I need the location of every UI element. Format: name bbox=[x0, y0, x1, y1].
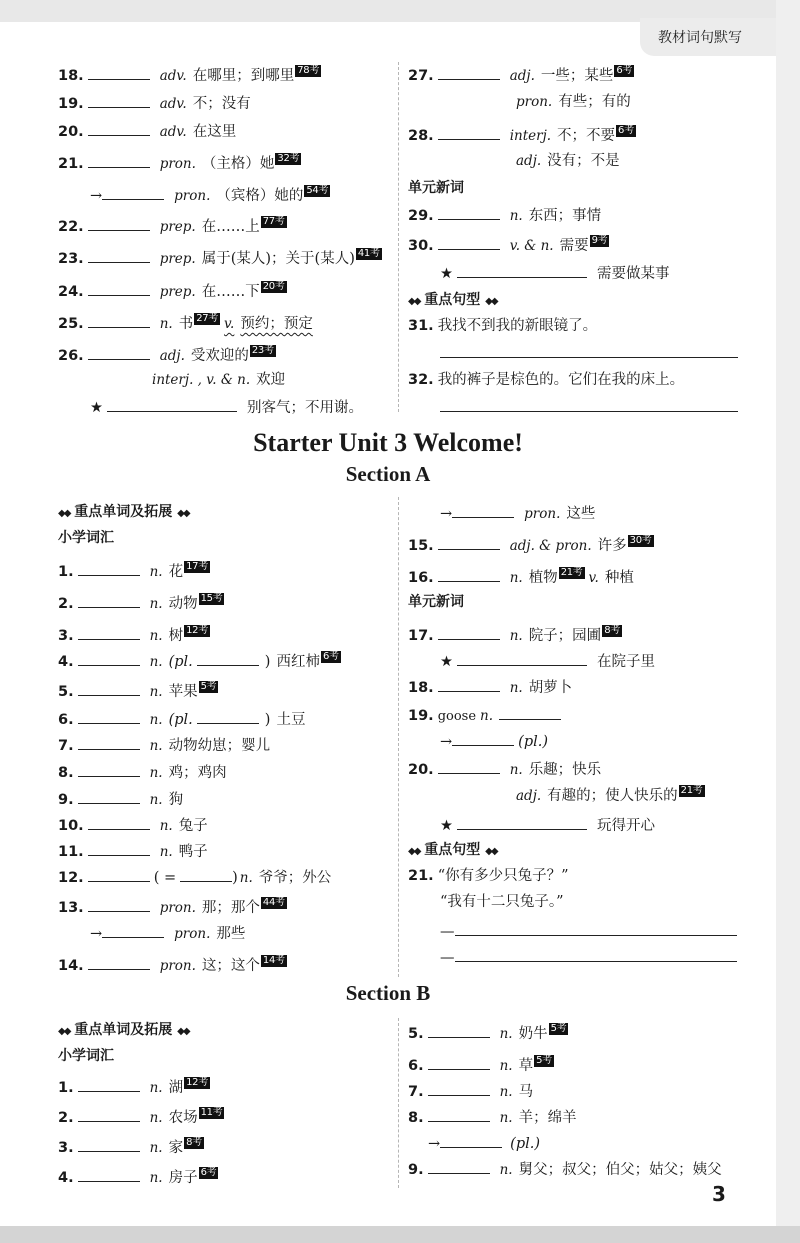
section-title: Section A bbox=[345, 462, 431, 486]
vocab-item: 18. n. 胡萝卜 bbox=[408, 676, 572, 698]
phrase-item: ★ 别客气；不用谢。 bbox=[90, 396, 363, 418]
phrase-item: ★ 需要做某事 bbox=[440, 262, 670, 284]
vocab-item: 25. n. 书 27考 v. 预约；预定 bbox=[58, 313, 313, 332]
scan-edge-right bbox=[776, 0, 800, 1226]
exam-count-badge: 44考 bbox=[262, 897, 285, 908]
exam-count-badge: 15考 bbox=[200, 593, 223, 604]
exam-count-badge: 27考 bbox=[196, 313, 219, 324]
answer-blank[interactable] bbox=[88, 247, 150, 263]
vocab-item: 19. adv. 不；没有 bbox=[58, 92, 251, 114]
answer-blank[interactable] bbox=[457, 650, 587, 666]
vocab-item: 24. prep. 在……下 20考 bbox=[58, 281, 285, 300]
answer-blank[interactable] bbox=[78, 680, 140, 696]
wavy-underlined-sense: v. 预约；预定 bbox=[224, 316, 313, 332]
subheading: 小学词汇 bbox=[58, 530, 114, 546]
answer-blank[interactable] bbox=[88, 866, 150, 882]
header-title: 教材词句默写 bbox=[658, 30, 742, 46]
section-heading: ◆◆ 重点句型 ◆◆ bbox=[408, 292, 497, 308]
synonym-blank[interactable] bbox=[180, 866, 232, 882]
answer-blank[interactable] bbox=[88, 312, 150, 328]
answer-blank[interactable] bbox=[88, 814, 150, 830]
answer-blank[interactable] bbox=[78, 788, 140, 804]
exam-count-badge: 21考 bbox=[680, 785, 703, 796]
page-number: 3 bbox=[712, 1182, 726, 1206]
sentence-answer-line[interactable] bbox=[440, 396, 738, 418]
answer-blank[interactable] bbox=[438, 566, 500, 582]
vocab-item: 16. n. 植物 21考 v. 种植 bbox=[408, 567, 634, 586]
exam-count-badge: 5考 bbox=[200, 681, 217, 692]
vocab-item: 8. n. 鸡；鸡肉 bbox=[58, 761, 227, 783]
answer-blank[interactable] bbox=[88, 954, 150, 970]
answer-blank[interactable] bbox=[428, 1158, 490, 1174]
answer-blank[interactable] bbox=[457, 814, 587, 830]
vocab-item: 22. prep. 在……上 77考 bbox=[58, 216, 285, 235]
vocab-sense-line: interj. , v. & n. 欢迎 bbox=[152, 372, 286, 388]
answer-blank[interactable] bbox=[78, 1076, 140, 1092]
exam-count-badge: 6考 bbox=[322, 651, 339, 662]
vocab-item: 2. n. 动物 15考 bbox=[58, 593, 223, 612]
answer-blank[interactable] bbox=[88, 120, 150, 136]
answer-blank[interactable] bbox=[438, 624, 500, 640]
answer-blank[interactable] bbox=[107, 396, 237, 412]
vocab-sense-line: pron. 有些；有的 bbox=[516, 94, 631, 110]
vocab-item: 1. n. 花 17考 bbox=[58, 561, 208, 580]
plural-blank[interactable] bbox=[440, 1132, 502, 1148]
vocab-item: 26. adj. 受欢迎的 23考 bbox=[58, 345, 274, 364]
section-heading: ◆◆ 重点单词及拓展 ◆◆ bbox=[58, 504, 189, 520]
vocab-item: 4. n. (pl. ) 西红柿 6考 bbox=[58, 651, 339, 670]
section-heading: ◆◆ 重点单词及拓展 ◆◆ bbox=[58, 1022, 189, 1038]
exam-count-badge: 17考 bbox=[186, 561, 208, 572]
answer-blank[interactable] bbox=[438, 204, 500, 220]
vocab-item: 6. n. 草 5考 bbox=[408, 1055, 552, 1074]
vocab-sense-line: adj. 没有；不是 bbox=[516, 153, 620, 169]
exam-count-badge: 20考 bbox=[262, 281, 285, 292]
answer-blank[interactable] bbox=[428, 1054, 490, 1070]
exam-count-badge: 5考 bbox=[550, 1023, 567, 1034]
column-divider bbox=[398, 497, 399, 977]
vocab-item: 15. adj. & pron. 许多 30考 bbox=[408, 535, 652, 554]
exam-count-badge: 54考 bbox=[306, 185, 329, 196]
exam-count-badge: 6考 bbox=[200, 1167, 217, 1178]
plural-blank[interactable] bbox=[197, 650, 259, 666]
answer-blank[interactable] bbox=[88, 344, 150, 360]
diamond-icon: ◆◆ bbox=[485, 846, 497, 857]
answer-blank[interactable] bbox=[78, 560, 140, 576]
vocab-item: 7. n. 动物幼崽；婴儿 bbox=[58, 734, 270, 756]
column-divider bbox=[398, 1018, 399, 1188]
sentence-item: 21. “你有多少只兔子？” bbox=[408, 868, 569, 884]
answer-blank[interactable] bbox=[78, 650, 140, 666]
vocab-item: 18. adv. 在哪里；到哪里 78考 bbox=[58, 65, 320, 84]
exam-count-badge: 41考 bbox=[357, 248, 380, 259]
answer-blank[interactable] bbox=[88, 64, 150, 80]
answer-blank[interactable] bbox=[438, 234, 500, 250]
exam-count-badge: 8考 bbox=[604, 625, 620, 636]
answer-blank[interactable] bbox=[88, 152, 150, 168]
answer-blank[interactable] bbox=[78, 761, 140, 777]
answer-blank[interactable] bbox=[78, 734, 140, 750]
answer-blank[interactable] bbox=[428, 1080, 490, 1096]
vocab-item: 8. n. 羊；绵羊 bbox=[408, 1106, 577, 1128]
vocab-item: 1. n. 湖 12考 bbox=[58, 1077, 208, 1096]
vocab-item: 5. n. 奶牛 5考 bbox=[408, 1023, 567, 1042]
subheading: 单元新词 bbox=[408, 180, 464, 196]
vocab-derived-item: → (pl.) bbox=[428, 1132, 540, 1154]
phrase-item: ★ 在院子里 bbox=[440, 650, 655, 672]
diamond-icon: ◆◆ bbox=[58, 508, 70, 519]
answer-blank[interactable] bbox=[452, 502, 514, 518]
diamond-icon: ◆◆ bbox=[485, 296, 497, 307]
diamond-icon: ◆◆ bbox=[177, 508, 189, 519]
answer-blank[interactable] bbox=[88, 215, 150, 231]
vocab-item: 27. adj. 一些；某些 6考 bbox=[408, 65, 633, 84]
vocab-derived-item: → pron. （宾格）她的 54考 bbox=[90, 185, 329, 204]
answer-blank[interactable] bbox=[78, 1106, 140, 1122]
exam-count-badge: 6考 bbox=[618, 125, 634, 136]
vocab-item: 2. n. 农场 11考 bbox=[58, 1107, 223, 1126]
exam-count-badge: 78考 bbox=[297, 65, 320, 76]
vocab-item: 12. ( = ) n. 爷爷；外公 bbox=[58, 866, 331, 888]
subheading: 小学词汇 bbox=[58, 1048, 114, 1064]
exam-count-badge: 11考 bbox=[200, 1107, 223, 1118]
exam-count-badge: 23考 bbox=[251, 345, 274, 356]
exam-count-badge: 14考 bbox=[262, 955, 285, 966]
vocab-item: 10. n. 兔子 bbox=[58, 814, 208, 836]
vocab-item: 20. adv. 在这里 bbox=[58, 120, 236, 142]
sentence-answer-line[interactable] bbox=[440, 342, 738, 364]
plural-blank[interactable] bbox=[197, 708, 259, 724]
vocab-derived-item: → pron. 那些 bbox=[90, 922, 245, 944]
answer-blank[interactable] bbox=[88, 840, 150, 856]
vocab-derived-item: → pron. 这些 bbox=[440, 502, 595, 524]
diamond-icon: ◆◆ bbox=[177, 1026, 189, 1037]
exam-count-badge: 32考 bbox=[277, 153, 300, 164]
column-divider bbox=[398, 62, 399, 412]
sentence-item: 32. 我的裤子是棕色的。它们在我的床上。 bbox=[408, 372, 685, 388]
vocab-item: 28. interj. 不；不要 6考 bbox=[408, 125, 634, 144]
answer-blank[interactable] bbox=[88, 92, 150, 108]
exam-count-badge: 12考 bbox=[186, 1077, 208, 1088]
exam-count-badge: 77考 bbox=[262, 216, 285, 227]
sentence-answer-line[interactable]: — bbox=[440, 920, 737, 942]
unit-title: Starter Unit 3 Welcome! bbox=[253, 428, 523, 457]
plural-blank[interactable] bbox=[452, 730, 514, 746]
answer-blank[interactable] bbox=[88, 280, 150, 296]
sentence-answer-line[interactable]: — bbox=[440, 946, 737, 968]
answer-blank[interactable] bbox=[78, 708, 140, 724]
diamond-icon: ◆◆ bbox=[408, 296, 420, 307]
answer-blank[interactable] bbox=[499, 704, 561, 720]
sentence-item: 31. 我找不到我的新眼镜了。 bbox=[408, 318, 598, 334]
phrase-item: ★ 玩得开心 bbox=[440, 814, 655, 836]
exam-count-badge: 30考 bbox=[629, 535, 652, 546]
answer-blank[interactable] bbox=[78, 1166, 140, 1182]
vocab-item: 3. n. 家 8考 bbox=[58, 1137, 202, 1156]
vocab-item: 20. n. 乐趣；快乐 bbox=[408, 758, 601, 780]
diamond-icon: ◆◆ bbox=[408, 846, 420, 857]
vocab-item: 3. n. 树 12考 bbox=[58, 625, 208, 644]
exam-count-badge: 21考 bbox=[560, 567, 583, 578]
vocab-item: 13. pron. 那；那个 44考 bbox=[58, 897, 285, 916]
scan-edge-bottom bbox=[0, 1226, 800, 1243]
answer-blank[interactable] bbox=[438, 534, 500, 550]
vocab-sense-line: adj. 有趣的；使人快乐的 21考 bbox=[516, 785, 703, 804]
answer-blank[interactable] bbox=[78, 592, 140, 608]
vocab-item: 4. n. 房子 6考 bbox=[58, 1167, 217, 1186]
vocab-derived-item: → (pl.) bbox=[440, 730, 548, 752]
exam-count-badge: 5考 bbox=[536, 1055, 552, 1066]
vocab-item: 11. n. 鸭子 bbox=[58, 840, 208, 862]
answer-blank[interactable] bbox=[78, 624, 140, 640]
vocab-item: 5. n. 苹果 5考 bbox=[58, 681, 217, 700]
vocab-item: 21. pron. （主格）她 32考 bbox=[58, 153, 300, 172]
vocab-item: 6. n. (pl. ) 土豆 bbox=[58, 708, 305, 730]
exam-count-badge: 12考 bbox=[186, 625, 208, 636]
answer-blank[interactable] bbox=[438, 758, 500, 774]
vocab-item: 30. v. & n. 需要 9考 bbox=[408, 235, 608, 254]
vocab-item: 23. prep. 属于(某人)；关于(某人) 41考 bbox=[58, 248, 380, 267]
answer-blank[interactable] bbox=[438, 64, 500, 80]
answer-blank[interactable] bbox=[78, 1136, 140, 1152]
section-title: Section B bbox=[345, 981, 431, 1005]
answer-blank[interactable] bbox=[438, 676, 500, 692]
section-heading: ◆◆ 重点句型 ◆◆ bbox=[408, 842, 497, 858]
vocab-item: 17. n. 院子；园圃 8考 bbox=[408, 625, 620, 644]
vocab-item: 19. goose n. bbox=[408, 704, 561, 726]
answer-blank[interactable] bbox=[438, 124, 500, 140]
sentence-line: “我有十二只兔子。” bbox=[440, 894, 564, 910]
answer-blank[interactable] bbox=[102, 184, 164, 200]
vocab-item: 14. pron. 这；这个 14考 bbox=[58, 955, 285, 974]
answer-blank[interactable] bbox=[428, 1022, 490, 1038]
exam-count-badge: 6考 bbox=[616, 65, 633, 76]
answer-blank[interactable] bbox=[457, 262, 587, 278]
vocab-item: 9. n. 狗 bbox=[58, 788, 183, 810]
vocab-item: 9. n. 舅父；叔父；伯父；姑父；姨父 bbox=[408, 1158, 722, 1180]
vocab-item: 7. n. 马 bbox=[408, 1080, 533, 1102]
subheading: 单元新词 bbox=[408, 594, 464, 610]
answer-blank[interactable] bbox=[102, 922, 164, 938]
exam-count-badge: 8考 bbox=[186, 1137, 202, 1148]
exam-count-badge: 9考 bbox=[591, 235, 608, 246]
vocab-item: 29. n. 东西；事情 bbox=[408, 204, 601, 226]
answer-blank[interactable] bbox=[88, 896, 150, 912]
answer-blank[interactable] bbox=[428, 1106, 490, 1122]
diamond-icon: ◆◆ bbox=[58, 1026, 70, 1037]
